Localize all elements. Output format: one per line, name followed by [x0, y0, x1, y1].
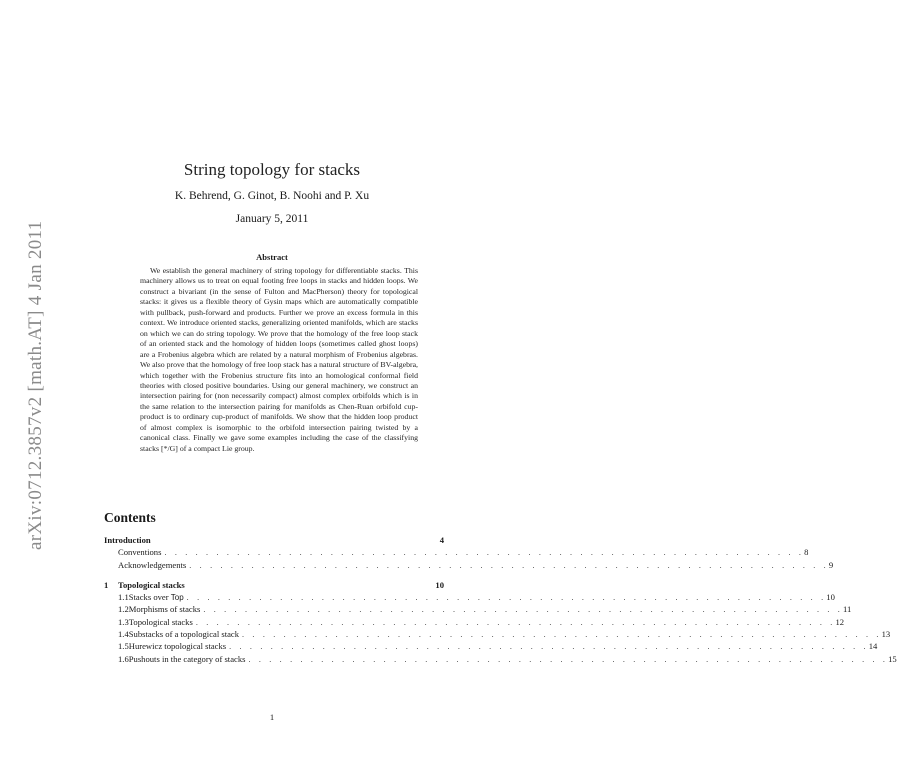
toc-entry-page: 4 — [439, 535, 444, 545]
toc-entry-title: Topological stacks — [118, 579, 185, 590]
toc-entry-title-mono: Top — [170, 593, 184, 603]
toc-entry-title: Acknowledgements — [118, 559, 187, 570]
toc-entry-topological-stacks-sub[interactable] — [104, 616, 845, 628]
toc-leader: . . . . . . . . . . . . . . . . . . . . . . . . . . . . . . . . . . . . . . . . . . . . . . . . . . . . . . . . . . . . . . — [186, 593, 827, 603]
toc-entry-page: 10 — [826, 592, 835, 603]
toc-entry-number: 1.1 — [118, 592, 129, 603]
toc-entry-page: 14 — [868, 641, 878, 652]
toc-leader: . . . . . . . . . . . . . . . . . . . . . . . . . . . . . . . . . . . . . . . . . . . . . . . . . . . . . . . . . . . . . . — [195, 617, 836, 627]
toc-leader: . . . . . . . . . . . . . . . . . . . . . . . . . . . . . . . . . . . . . . . . . . . . . . . . . . . . . . . . . . . . . . — [248, 654, 889, 664]
toc-entry-number: 1.6 — [118, 653, 129, 664]
toc-entry-number: 1.5 — [118, 641, 129, 652]
table-of-contents — [104, 534, 897, 665]
toc-entry-morphisms-of-stacks[interactable] — [104, 603, 852, 615]
toc-entry-page: 10 — [435, 579, 444, 590]
toc-entry-page: 13 — [881, 629, 891, 640]
toc-leader: . . . . . . . . . . . . . . . . . . . . . . . . . . . . . . . . . . . . . . . . . . . . . . . . . . . . . . . . . . . . . . — [189, 560, 829, 570]
toc-entry-title: Morphisms of stacks — [128, 604, 201, 615]
page-number: 1 — [269, 712, 275, 722]
toc-entry-title: Topological stacks — [128, 616, 193, 627]
toc-entry-page: 12 — [835, 616, 845, 627]
toc-leader: . . . . . . . . . . . . . . . . . . . . . . . . . . . . . . . . . . . . . . . . . . . . . . . . . . . . . . . . . . . . . . — [164, 548, 805, 558]
toc-entry-stacks-over-top[interactable] — [104, 591, 835, 603]
toc-entry-title: Pushouts in the category of stacks — [128, 653, 246, 664]
toc-entry-introduction[interactable] — [104, 534, 444, 546]
toc-entry-page: 11 — [842, 604, 852, 615]
toc-leader: . . . . . . . . . . . . . . . . . . . . . . . . . . . . . . . . . . . . . . . . . . . . . . . . . . . . . . . . . . . . . . — [203, 605, 843, 615]
toc-entry-page: 8 — [804, 547, 809, 558]
abstract-text: We establish the general machinery of string topology for differentiable stacks. This machinery allows us to treat on equal footing free loops in stacks and hidden loops. We construct a bivariant (in the sense of Fulton and MacPherson) theory for topological stacks: it gives us a flexible theory of Gysin maps which are automatically compatible with pullback, push-forward and products. Further we prove an excess formula in this context. We introduce oriented stacks, generalizing oriented manifolds, which are stacks on which we can do string topology. We prove that the homology of the free loop stack of an oriented stack and the homology of hidden loops (sometimes called ghost loops) are a Frobenius algebra which are related by a natural morphism of Frobenius algebras. We also prove that the homology of free loop stack has a natural structure of BV-algebra, which together with the Frobenius structure fits into an homological conformal field theories with closed positive boundaries. Using our general machinery, we construct an intersection pairing for (non necessarily compact) almost complex orbifolds which is in the same relation to the intersection pairing for manifolds as Chen-Ruan orbifold cup-product is to ordinary cup-product of manifolds. We show that the hidden loop product of almost complex is isomorphic to the orbifold intersection pairing twisted by a canonical class. Finally we gave some examples including the case of the classifying stacks [*/G] of a compact Lie group. — [140, 266, 418, 453]
toc-entry-title — [129, 591, 187, 604]
toc-leader: . . . . . . . . . . . . . . . . . . . . . . . . . . . . . . . . . . . . . . . . . . . . . . . . . . . . . . . . . . . . . . — [229, 642, 869, 652]
paper-title: String topology for stacks — [183, 160, 361, 179]
toc-entry-number: 1 — [104, 579, 109, 590]
toc-entry-number: 1.3 — [118, 616, 129, 627]
toc-entry-title-text: Stacks over — [128, 592, 171, 603]
toc-entry-pushouts[interactable] — [104, 653, 897, 665]
toc-entry-title: Introduction — [104, 535, 151, 545]
toc-leader: . . . . . . . . . . . . . . . . . . . . . . . . . . . . . . . . . . . . . . . . . . . . . . . . . . . . . . . . . . . . . . — [242, 630, 882, 640]
toc-entry-conventions[interactable] — [104, 546, 809, 558]
toc-entry-number: 1.4 — [118, 629, 129, 640]
abstract-heading: Abstract — [256, 252, 288, 262]
toc-entry-acknowledgements[interactable] — [104, 559, 834, 571]
toc-entry-topological-stacks[interactable] — [104, 579, 444, 591]
toc-entry-title: Hurewicz topological stacks — [128, 641, 227, 652]
toc-entry-title: Conventions — [118, 547, 162, 558]
toc-entry-page: 15 — [888, 653, 897, 664]
contents-heading: Contents — [104, 510, 156, 525]
toc-entry-page: 9 — [828, 559, 834, 570]
paper-authors: K. Behrend, G. Ginot, B. Noohi and P. Xu — [174, 190, 370, 202]
toc-entry-substacks[interactable] — [104, 628, 891, 640]
arxiv-identifier: arXiv:0712.3857v2 [math.AT] 4 Jan 2011 — [25, 220, 46, 550]
toc-entry-hurewicz[interactable] — [104, 640, 878, 652]
toc-entry-title: Substacks of a topological stack — [128, 629, 240, 640]
paper-date: January 5, 2011 — [235, 213, 309, 225]
toc-entry-number: 1.2 — [118, 604, 129, 615]
